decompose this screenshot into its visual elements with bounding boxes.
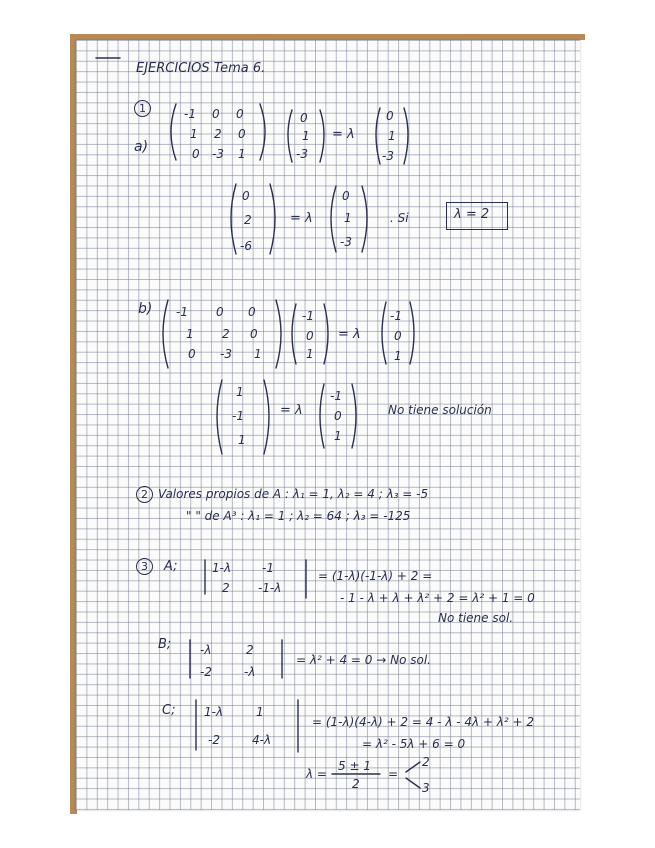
vector-cell: 1 bbox=[306, 347, 314, 361]
calc-line: = (1-λ)(-1-λ) + 2 = bbox=[318, 569, 433, 583]
part-label: b) bbox=[138, 301, 153, 317]
exercise-number: 2 bbox=[136, 486, 153, 503]
det-cell: -λ bbox=[244, 665, 256, 679]
vector-cell: 1 bbox=[334, 429, 342, 443]
vector-cell: -6 bbox=[240, 239, 252, 253]
vector-cell: 0 bbox=[342, 189, 350, 203]
matrix-label: C; bbox=[162, 703, 176, 718]
equals-lambda: = λ bbox=[332, 127, 355, 142]
vector-cell: 0 bbox=[394, 329, 402, 343]
vector-cell: 0 bbox=[242, 189, 250, 203]
conclusion-text: No tiene sol. bbox=[438, 611, 514, 625]
vector-cell: -1 bbox=[302, 309, 314, 323]
exercise-number: 3 bbox=[136, 558, 153, 575]
det-cell: 1-λ bbox=[204, 705, 224, 719]
vector-cell: 1 bbox=[302, 129, 310, 143]
matrix-cell: -1 bbox=[176, 305, 188, 319]
calc-line: = (1-λ)(4-λ) + 2 = 4 - λ - 4λ + λ² + 2 bbox=[312, 715, 535, 729]
matrix-cell: 2 bbox=[214, 127, 222, 141]
lambda-symbol: λ = bbox=[306, 767, 327, 781]
conclusion-text: . Si bbox=[390, 211, 409, 225]
matrix-cell: -3 bbox=[212, 147, 224, 161]
det-cell: -2 bbox=[200, 665, 212, 679]
vector-cell: 1 bbox=[236, 385, 244, 399]
vector-cell: 1 bbox=[238, 433, 246, 447]
vector-cell: 0 bbox=[300, 111, 308, 125]
eigenvalues-A: Valores propios de A : λ₁ = 1, λ₂ = 4 ; λ₃ = -5 bbox=[158, 487, 429, 501]
root-value: 2 bbox=[422, 755, 430, 769]
equals-lambda: = λ bbox=[290, 211, 313, 226]
vector-cell: 0 bbox=[306, 329, 314, 343]
vector-cell: 0 bbox=[334, 409, 342, 423]
det-cell: 2 bbox=[222, 581, 230, 595]
matrix-cell: 0 bbox=[248, 305, 256, 319]
matrix-cell: 1 bbox=[186, 327, 194, 341]
matrix-cell: 1 bbox=[254, 347, 262, 361]
matrix-cell: 0 bbox=[212, 107, 220, 121]
matrix-label: B; bbox=[158, 637, 172, 652]
calc-line: - 1 - λ + λ + λ² + 2 = λ² + 1 = 0 bbox=[340, 591, 535, 605]
vector-cell: -3 bbox=[340, 235, 352, 249]
matrix-cell: 0 bbox=[188, 347, 196, 361]
matrix-cell: 0 bbox=[216, 305, 224, 319]
matrix-cell: 1 bbox=[238, 147, 246, 161]
vector-cell: 1 bbox=[394, 349, 402, 363]
det-cell: -1-λ bbox=[258, 581, 282, 595]
vector-cell: -1 bbox=[232, 409, 244, 423]
equals-sign: = bbox=[388, 767, 399, 781]
conclusion-text: No tiene solución bbox=[388, 403, 492, 417]
eigenvalues-A-cubed: " " de A³ : λ₁ = 1 ; λ₂ = 64 ; λ₃ = -125 bbox=[186, 509, 411, 523]
vector-cell: -1 bbox=[330, 389, 342, 403]
det-cell: 1 bbox=[256, 705, 264, 719]
vector-cell: 1 bbox=[344, 211, 352, 225]
page-title: EJERCICIOS Tema 6. bbox=[136, 61, 266, 76]
vector-cell: -3 bbox=[296, 147, 308, 161]
calc-line: = λ² - 5λ + 6 = 0 bbox=[362, 737, 466, 751]
vector-cell: 0 bbox=[386, 109, 394, 123]
exercise-number: 1 bbox=[134, 100, 151, 117]
det-cell: 4-λ bbox=[252, 733, 272, 747]
fraction-denominator: 2 bbox=[352, 777, 360, 791]
matrix-cell: 0 bbox=[250, 327, 258, 341]
det-cell: -1 bbox=[262, 561, 274, 575]
equals-lambda: = λ bbox=[280, 403, 303, 418]
vector-cell: -3 bbox=[382, 149, 394, 163]
matrix-cell: 1 bbox=[190, 127, 198, 141]
root-value: 3 bbox=[422, 781, 430, 795]
matrix-cell: -3 bbox=[220, 347, 232, 361]
matrix-cell: 2 bbox=[222, 327, 230, 341]
vector-cell: 1 bbox=[388, 129, 396, 143]
matrix-cell: -1 bbox=[184, 107, 196, 121]
vector-cell: -1 bbox=[390, 309, 402, 323]
matrix-cell: 0 bbox=[192, 147, 200, 161]
det-cell: 2 bbox=[246, 643, 254, 657]
part-label: a) bbox=[134, 139, 149, 155]
equals-lambda: = λ bbox=[338, 327, 361, 342]
det-cell: -2 bbox=[208, 733, 220, 747]
fraction-numerator: 5 ± 1 bbox=[338, 759, 371, 773]
boxed-answer: λ = 2 bbox=[454, 207, 490, 222]
det-cell: 1-λ bbox=[212, 561, 232, 575]
matrix-label: A; bbox=[164, 559, 178, 574]
matrix-cell: 0 bbox=[238, 127, 246, 141]
calc-line: = λ² + 4 = 0 → No sol. bbox=[296, 653, 431, 667]
matrix-cell: 0 bbox=[236, 107, 244, 121]
vector-cell: 2 bbox=[244, 213, 252, 227]
det-cell: -λ bbox=[200, 643, 212, 657]
